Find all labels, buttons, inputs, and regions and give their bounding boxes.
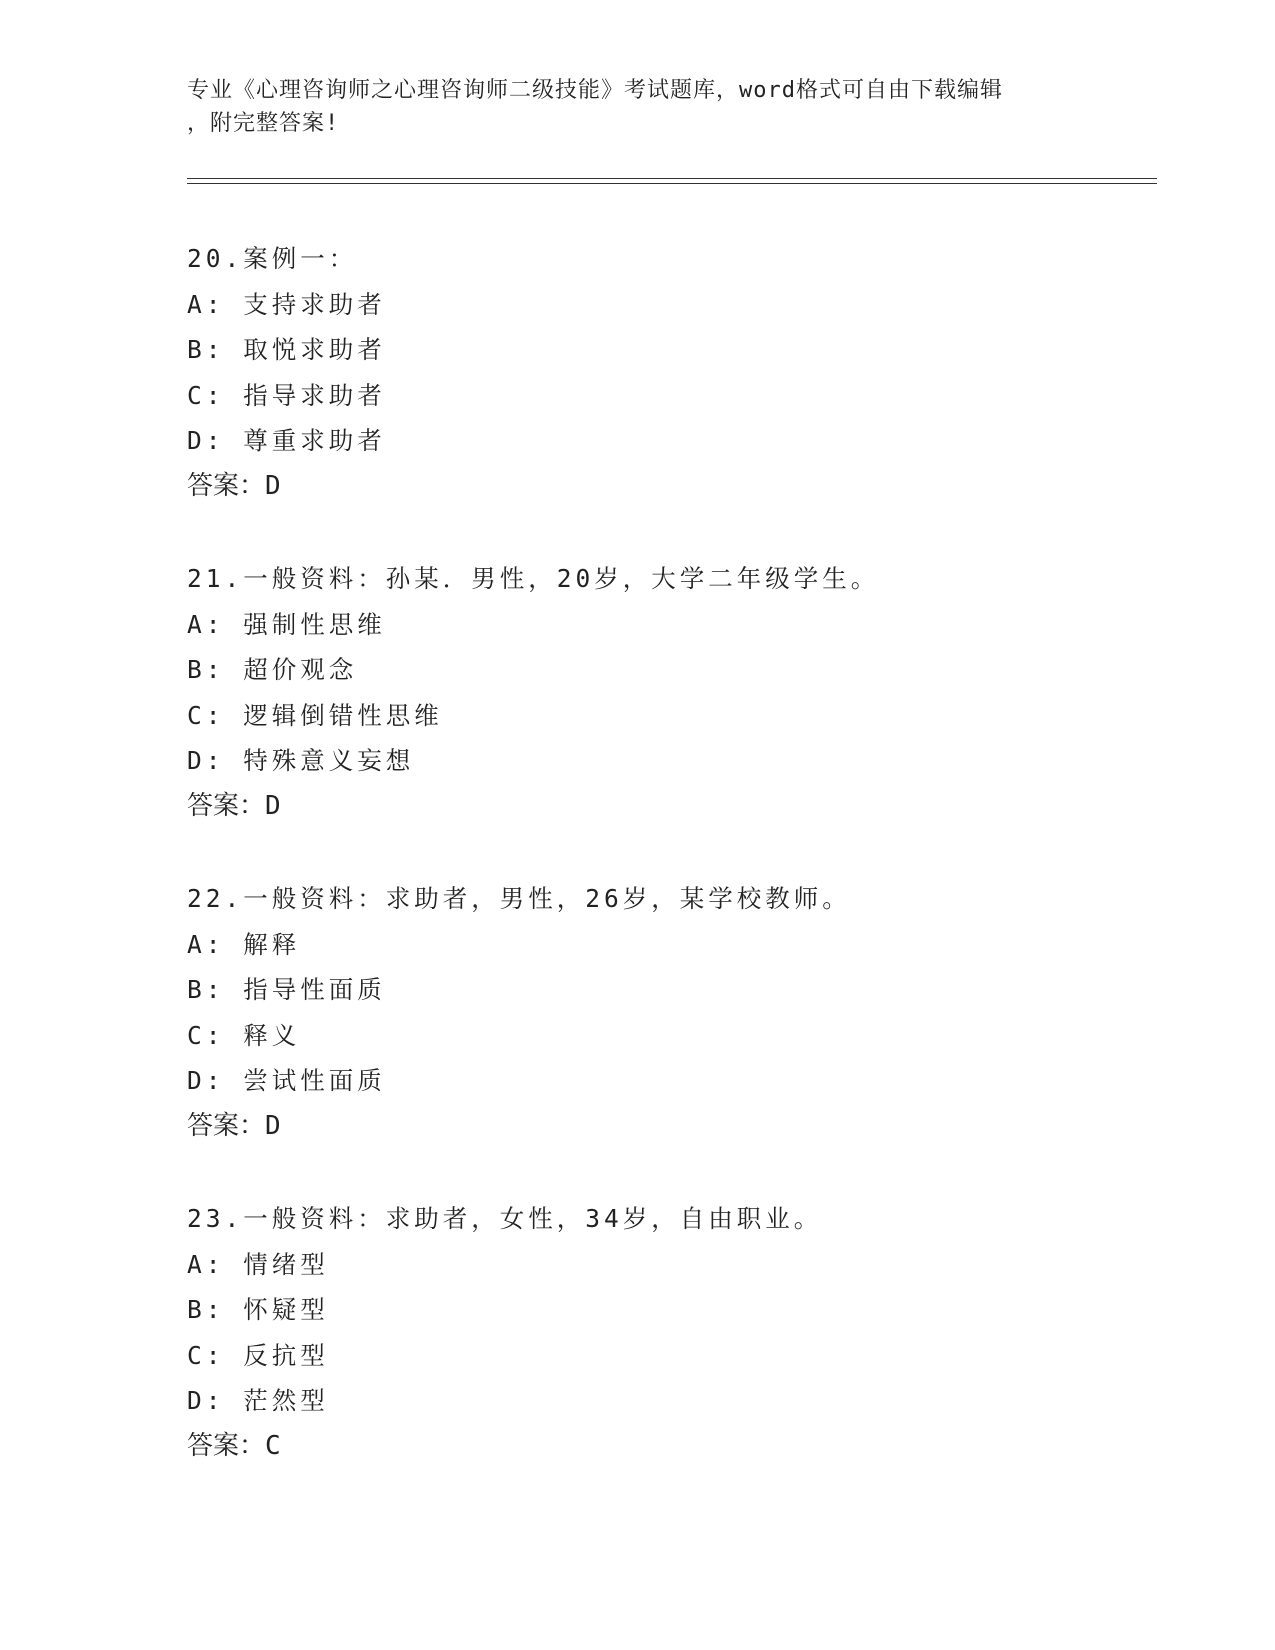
option-b: B: 怀疑型 <box>187 1295 329 1324</box>
option-d: D: 特殊意义妄想 <box>187 746 415 775</box>
option-b: B: 取悦求助者 <box>187 335 386 364</box>
option-a: A: 解释 <box>187 929 301 959</box>
answer-line: 答案：C <box>187 1430 281 1461</box>
question-22 <box>187 876 1187 1196</box>
header-line-1: 专业《心理咨询师之心理咨询师二级技能》考试题库，word格式可自由下载编辑 <box>187 78 1003 103</box>
header-line-2: ，附完整答案! <box>187 111 340 136</box>
option-b: B: 超价观念 <box>187 655 358 684</box>
header-rule-bottom <box>187 183 1157 184</box>
option-d: D: 尝试性面质 <box>187 1066 386 1095</box>
header-rule-top <box>187 178 1157 179</box>
option-d: D: 茫然型 <box>187 1386 329 1415</box>
question-stem: 21.一般资料：孙某．男性，20岁，大学二年级学生。 <box>187 564 880 593</box>
document-header <box>187 74 1067 140</box>
answer-line: 答案：D <box>187 790 281 821</box>
answer-line: 答案：D <box>187 470 281 501</box>
question-23 <box>187 1196 1187 1516</box>
option-b: B: 指导性面质 <box>187 975 386 1004</box>
question-list <box>187 236 1187 1516</box>
question-20 <box>187 236 1187 556</box>
option-c: C: 反抗型 <box>187 1340 329 1370</box>
question-stem: 22.一般资料：求助者，男性，26岁，某学校教师。 <box>187 884 851 913</box>
answer-line: 答案：D <box>187 1110 281 1141</box>
question-stem: 20.案例一： <box>187 244 358 273</box>
option-a: A: 情绪型 <box>187 1249 329 1279</box>
option-c: C: 逻辑倒错性思维 <box>187 700 443 730</box>
option-d: D: 尊重求助者 <box>187 426 386 455</box>
option-c: C: 指导求助者 <box>187 380 386 410</box>
option-a: A: 强制性思维 <box>187 609 386 639</box>
option-a: A: 支持求助者 <box>187 289 386 319</box>
question-stem: 23.一般资料：求助者，女性，34岁，自由职业。 <box>187 1204 823 1233</box>
option-c: C: 释义 <box>187 1020 301 1050</box>
question-21 <box>187 556 1187 876</box>
